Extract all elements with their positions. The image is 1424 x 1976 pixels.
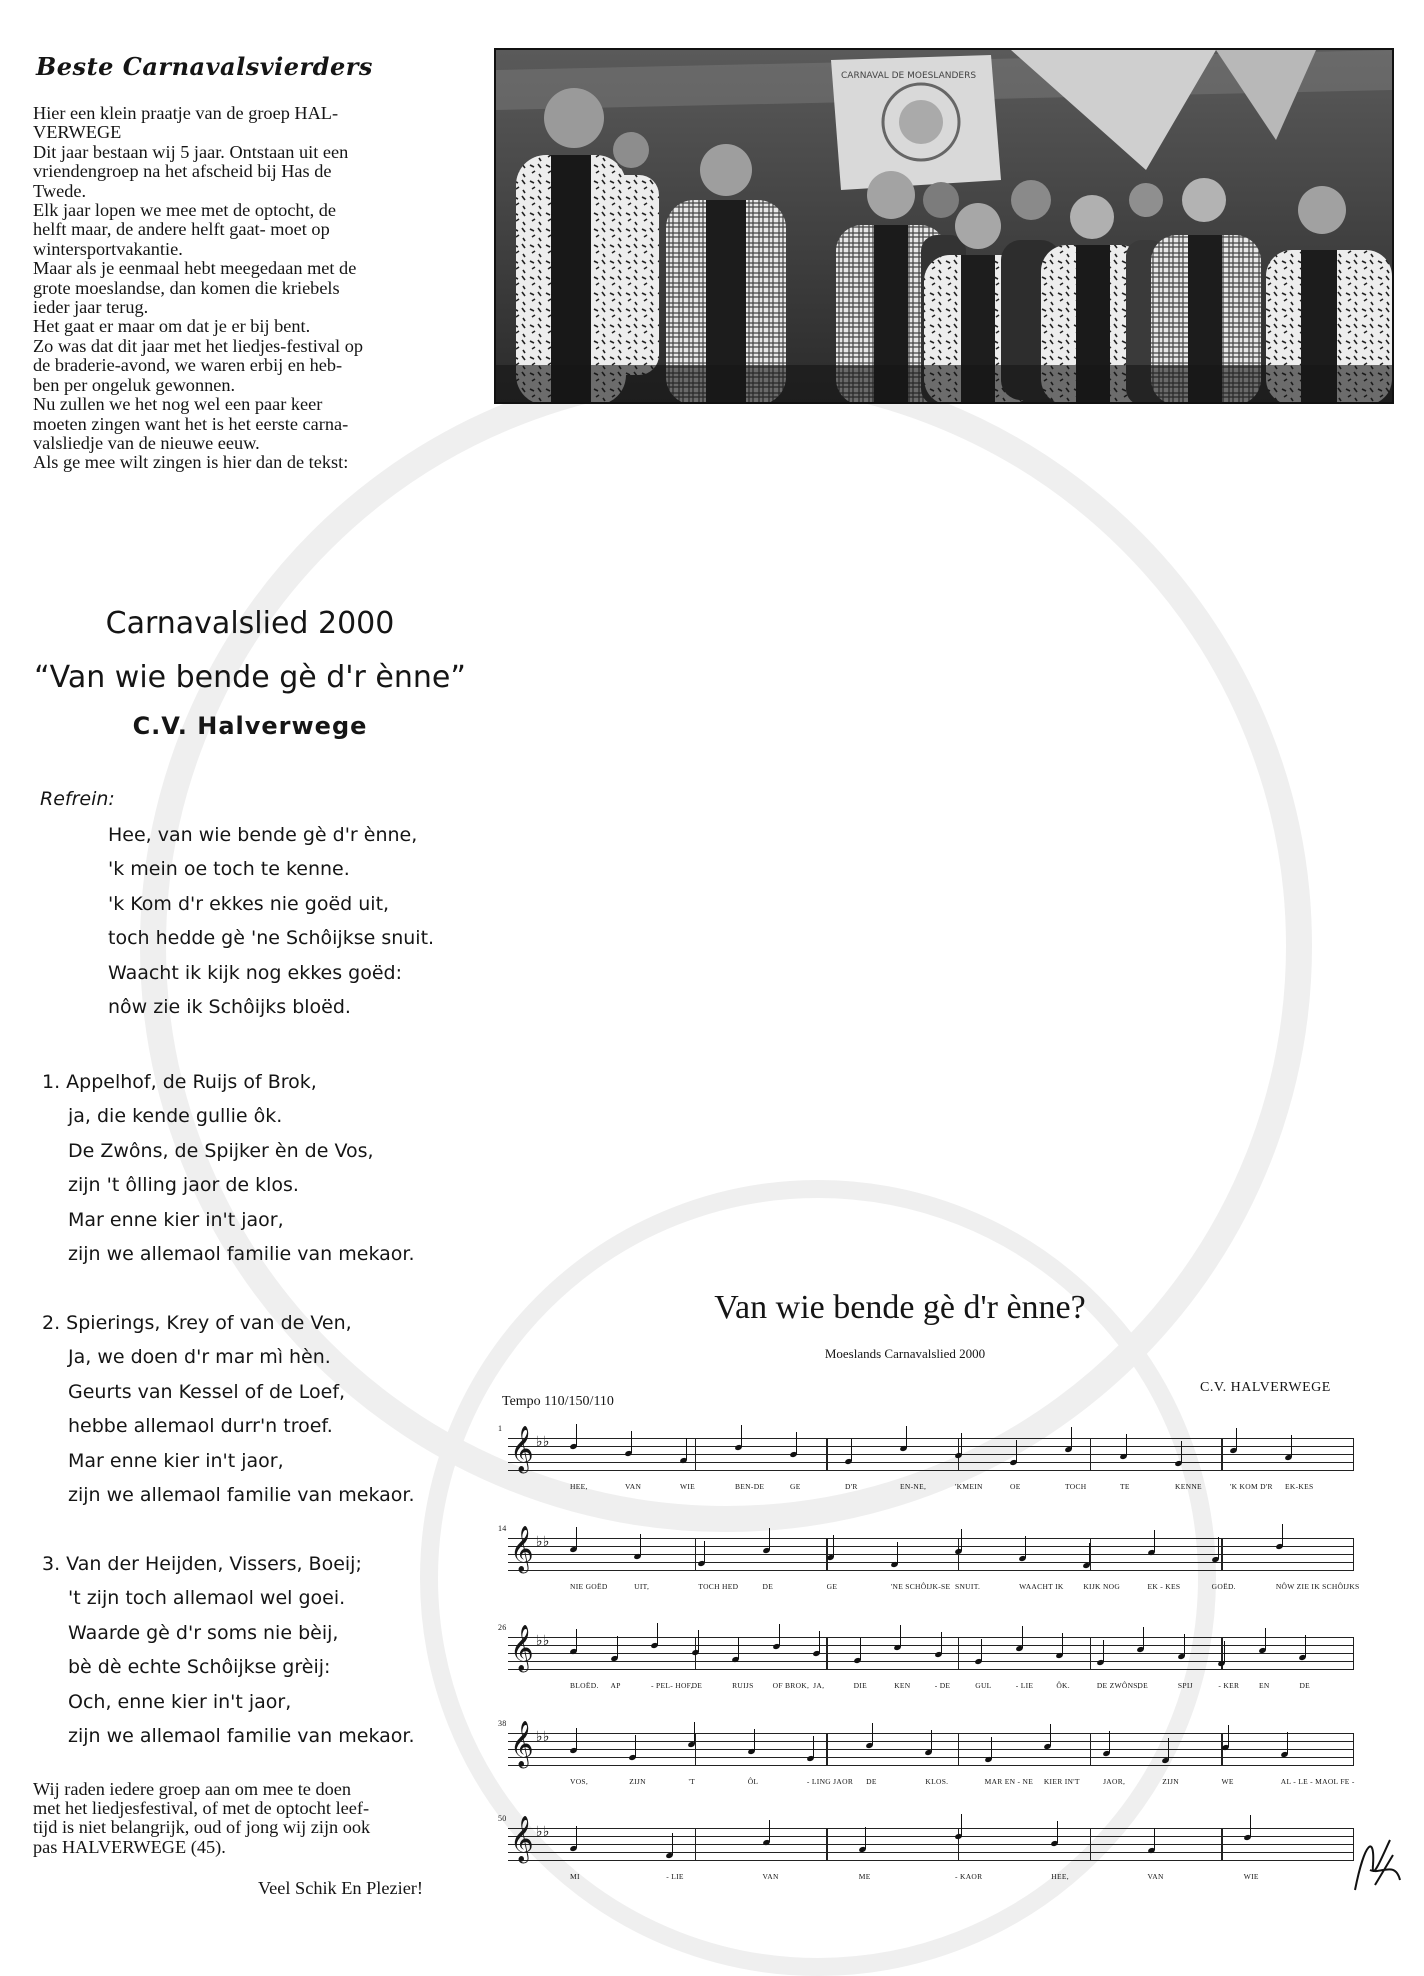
lyric-syllable: NIE GOËD — [570, 1582, 608, 1591]
song-group: C.V. Halverwege — [132, 712, 368, 740]
note-stem — [1103, 1640, 1104, 1662]
lyric-syllable: VAN — [625, 1482, 642, 1491]
treble-clef-icon: 𝄞 — [510, 1526, 534, 1572]
lyric-syllable: - KAOR — [955, 1872, 983, 1881]
note-stem — [1282, 1524, 1283, 1546]
verse-line: zijn we allemaol familie van mekaor. — [68, 1725, 415, 1748]
staff-line — [508, 1669, 1354, 1670]
bar-line — [1353, 1637, 1354, 1670]
bar-line — [1221, 1538, 1222, 1571]
verse-line: Ja, we doen d'r mar mì hèn. — [68, 1346, 331, 1369]
note-stem — [1184, 1634, 1185, 1656]
note-stem — [1016, 1440, 1017, 1462]
staff-line — [508, 1637, 1354, 1638]
lyric-syllable: EN — [1258, 1681, 1270, 1690]
intro-line: Als ge mee wilt zingen is hier dan de tekst: — [33, 452, 349, 473]
measure-number: 26 — [498, 1623, 507, 1632]
staff-line — [508, 1546, 1354, 1547]
note-stem — [1057, 1821, 1058, 1843]
lyric-syllable: WIE — [680, 1482, 696, 1491]
sheet-music-subtitle: Moeslands Carnavalslied 2000 — [824, 1346, 986, 1361]
lyric-syllable: DE — [1137, 1681, 1148, 1690]
treble-clef-icon: 𝄞 — [510, 1426, 534, 1472]
lyric-syllable: DE — [691, 1681, 703, 1690]
verse-line: Geurts van Kessel of de Loef, — [68, 1380, 346, 1403]
lyric-syllable: - LIE — [666, 1872, 684, 1881]
note-stem — [576, 1424, 577, 1446]
lyric-syllable: MI — [570, 1872, 580, 1881]
lyric-syllable: HEE, — [570, 1482, 588, 1491]
verse-line: Waarde gè d'r soms nie bèij, — [68, 1621, 339, 1644]
music-system — [498, 1719, 1355, 1793]
staff-line — [508, 1438, 1354, 1439]
note-stem — [1228, 1725, 1229, 1747]
refrain-line: 'k mein oe toch te kenne. — [108, 858, 350, 881]
note-stem — [906, 1426, 907, 1448]
staff-line — [508, 1454, 1354, 1455]
staff-line — [508, 1570, 1354, 1571]
lyric-syllable: OF BROK, — [772, 1681, 810, 1690]
key-signature-flat-icon: ♭♭ — [536, 1729, 550, 1745]
lyric-syllable: GE — [826, 1582, 838, 1591]
measure-number: 1 — [498, 1424, 503, 1433]
note-stem — [1154, 1828, 1155, 1850]
bar-line — [826, 1733, 827, 1766]
note-stem — [1071, 1427, 1072, 1449]
verse-1-lyrics — [42, 1065, 414, 1271]
note-stem — [1218, 1537, 1219, 1559]
note-stem — [1050, 1724, 1051, 1746]
song-title: Carnavalslied 2000 — [105, 606, 395, 641]
note-stem — [1250, 1815, 1251, 1837]
note-stem — [981, 1639, 982, 1661]
verse-line: 3. Van der Heijden, Vissers, Boeij; — [42, 1553, 362, 1575]
bar-line — [695, 1828, 696, 1861]
lyric-syllable: GUL — [975, 1681, 992, 1690]
bar-line — [1090, 1438, 1091, 1471]
lyric-syllable: KEN — [894, 1681, 911, 1690]
note-stem — [1109, 1731, 1110, 1753]
note-stem — [897, 1542, 898, 1564]
measure-number: 14 — [498, 1524, 507, 1533]
lyric-syllable: ÔL — [747, 1777, 759, 1786]
intro-line: Dit jaar bestaan wij 5 jaar. Ontstaan uit een — [33, 141, 349, 162]
lyric-syllable: - LIE — [1015, 1681, 1034, 1690]
note-stem — [617, 1636, 618, 1658]
treble-clef-icon: 𝄞 — [510, 1721, 534, 1767]
group-photo — [494, 48, 1394, 404]
staff-line — [508, 1765, 1354, 1766]
lyric-syllable: AP — [610, 1681, 621, 1690]
intro-line: valsliedje van de nieuwe eeuw. — [33, 432, 260, 453]
verse-line: De Zwôns, de Spijker èn de Vos, — [68, 1139, 374, 1162]
intro-paragraph — [33, 104, 465, 473]
verse-line: 1. Appelhof, de Ruijs of Brok, — [42, 1071, 317, 1093]
verse-line: zijn we allemaol familie van mekaor. — [68, 1484, 415, 1507]
lyric-syllable: AL - LE - MAOL FE - — [1280, 1777, 1355, 1786]
lyric-syllable: - KER — [1218, 1681, 1240, 1690]
lyric-syllable: DE — [1299, 1681, 1311, 1690]
bar-line — [826, 1637, 827, 1670]
note-stem — [813, 1736, 814, 1758]
note-stem — [865, 1827, 866, 1849]
staff-line — [508, 1538, 1354, 1539]
lyric-syllable: ZIJN — [1162, 1777, 1179, 1786]
lyric-syllable: UIT, — [634, 1582, 650, 1591]
bar-line — [1090, 1637, 1091, 1670]
verse-line: Mar enne kier in't jaor, — [68, 1449, 284, 1472]
note-stem — [991, 1737, 992, 1759]
refrain-line: Waacht ik kijk nog ekkes goëd: — [108, 961, 403, 984]
lyric-syllable: GE — [790, 1482, 801, 1491]
lyric-syllable: JA, — [813, 1681, 825, 1690]
intro-line: wintersportvakantie. — [33, 238, 183, 259]
lyric-syllable: DE — [762, 1582, 774, 1591]
lyric-syllable: DE — [866, 1777, 877, 1786]
lyric-syllable: EN-NE, — [900, 1482, 927, 1491]
lyric-syllable: D'R — [845, 1482, 858, 1491]
note-stem — [631, 1431, 632, 1453]
lyric-syllable: RUIJS — [732, 1681, 754, 1690]
refrain-line: Hee, van wie bende gè d'r ènne, — [108, 824, 418, 846]
lyric-syllable: JAOR, — [1103, 1777, 1126, 1786]
note-stem — [635, 1735, 636, 1757]
bar-line — [1353, 1438, 1354, 1471]
closing-line: tijd is niet belangrijk, oud of jong wij zijn ook — [33, 1817, 371, 1838]
staff-line — [508, 1462, 1354, 1463]
song-subtitle: “Van wie bende gè d'r ènne” — [34, 660, 466, 695]
music-system — [498, 1623, 1354, 1697]
lyric-syllable: - LING JAOR — [806, 1777, 854, 1786]
intro-line: Maar als je eenmaal hebt meegedaan met de — [33, 258, 357, 279]
staff-line — [508, 1828, 1354, 1829]
note-stem — [796, 1432, 797, 1454]
note-stem — [900, 1625, 901, 1647]
note-stem — [1168, 1738, 1169, 1760]
staff-line — [508, 1562, 1354, 1563]
note-stem — [704, 1541, 705, 1563]
music-system — [498, 1814, 1354, 1888]
composer-signature — [1345, 1830, 1405, 1900]
key-signature-flat-icon: ♭♭ — [536, 1434, 550, 1450]
note-stem — [851, 1439, 852, 1461]
note-stem — [1236, 1428, 1237, 1450]
refrain-label: Refrein: — [40, 788, 115, 810]
measure-number: 38 — [498, 1719, 507, 1728]
bar-line — [1353, 1538, 1354, 1571]
bar-line — [826, 1438, 827, 1471]
intro-line: grote moeslandse, dan komen die kriebels — [33, 277, 340, 298]
measure-number: 50 — [498, 1814, 507, 1823]
note-stem — [1062, 1633, 1063, 1655]
music-system — [498, 1424, 1354, 1498]
lyric-syllable: DE ZWÔNS, — [1096, 1681, 1140, 1690]
note-stem — [833, 1535, 834, 1557]
note-stem — [738, 1637, 739, 1659]
note-stem — [576, 1728, 577, 1750]
bar-line — [1221, 1438, 1222, 1471]
lyric-syllable: NÔW ZIE IK SCHÔIJKS — [1275, 1582, 1360, 1591]
note-stem — [640, 1534, 641, 1556]
lyric-syllable: MAR EN - NE — [984, 1777, 1034, 1786]
note-stem — [1291, 1435, 1292, 1457]
note-stem — [694, 1722, 695, 1744]
intro-line: ieder jaar terug. — [33, 297, 149, 318]
lyric-syllable: 'NE SCHÔIJK-SE — [890, 1582, 951, 1591]
closing-line: met het liedjesfestival, of met de optocht leef- — [33, 1798, 370, 1819]
lyric-syllable: SPIJ — [1177, 1681, 1193, 1690]
verse-2-lyrics — [42, 1306, 414, 1512]
photo-illustration — [496, 50, 1392, 402]
bar-line — [826, 1538, 827, 1571]
verse-line: zijn we allemaol familie van mekaor. — [68, 1243, 415, 1266]
bar-line — [1090, 1828, 1091, 1861]
sheet-music-tempo: Tempo 110/150/110 — [502, 1394, 614, 1409]
bar-line — [958, 1733, 959, 1766]
note-stem — [1287, 1732, 1288, 1754]
staff-line — [508, 1852, 1354, 1853]
lyric-syllable: ÔK. — [1056, 1681, 1070, 1690]
intro-line: Hier een klein praatje van de groep HAL- — [33, 103, 339, 123]
closing-paragraph — [33, 1780, 469, 1857]
lyric-syllable: TOCH — [1065, 1482, 1087, 1491]
intro-line: ben per ongeluk gewonnen. — [33, 374, 236, 395]
lyric-syllable: 'K KOM D'R — [1230, 1482, 1273, 1491]
intro-line: Twede. — [33, 180, 87, 201]
note-stem — [961, 1814, 962, 1836]
verse-line: Mar enne kier in't jaor, — [68, 1208, 284, 1231]
note-stem — [1143, 1627, 1144, 1649]
intro-line: Zo was dat dit jaar met het liedjes-festival op — [33, 335, 363, 356]
bar-line — [958, 1538, 959, 1571]
intro-line: VERWEGE — [33, 122, 122, 143]
lyric-syllable: VAN — [762, 1872, 779, 1881]
lyric-syllable: TE — [1120, 1482, 1130, 1491]
note-stem — [941, 1632, 942, 1654]
intro-line: Elk jaar lopen we mee met de optocht, de — [33, 200, 337, 221]
staff-line — [508, 1836, 1354, 1837]
lyric-syllable: OE — [1010, 1482, 1021, 1491]
note-stem — [769, 1528, 770, 1550]
bar-line — [1353, 1733, 1354, 1766]
key-signature-flat-icon: ♭♭ — [536, 1824, 550, 1840]
bar-line — [1090, 1733, 1091, 1766]
lyric-syllable: VOS, — [570, 1777, 589, 1786]
note-stem — [576, 1826, 577, 1848]
note-stem — [686, 1438, 687, 1460]
note-stem — [1224, 1641, 1225, 1663]
lyric-syllable: BEN-DE — [735, 1482, 765, 1491]
note-stem — [1154, 1530, 1155, 1552]
staff-line — [508, 1645, 1354, 1646]
key-signature-flat-icon: ♭♭ — [536, 1633, 550, 1649]
staff-line — [508, 1470, 1354, 1471]
closing-signoff: Veel Schik En Plezier! — [258, 1878, 423, 1898]
note-stem — [769, 1820, 770, 1842]
verse-line: 't zijn toch allemaol wel goei. — [68, 1587, 346, 1610]
note-stem — [1126, 1434, 1127, 1456]
key-signature-flat-icon: ♭♭ — [536, 1534, 550, 1550]
note-stem — [961, 1529, 962, 1551]
lyric-syllable: DIE — [853, 1681, 868, 1690]
refrain-lyrics — [108, 818, 434, 1024]
lyric-syllable: - DE — [934, 1681, 951, 1690]
bar-line — [958, 1637, 959, 1670]
note-stem — [672, 1833, 673, 1855]
staff-line — [508, 1446, 1354, 1447]
lyric-syllable: EK - KES — [1147, 1582, 1181, 1591]
note-stem — [1089, 1543, 1090, 1565]
note-stem — [819, 1631, 820, 1653]
lyric-syllable: ZIJN — [629, 1777, 646, 1786]
staff-line — [508, 1653, 1354, 1654]
note-stem — [931, 1730, 932, 1752]
note-stem — [872, 1723, 873, 1745]
sheet-music-composer: C.V. HALVERWEGE — [1200, 1380, 1331, 1395]
sheet-music-title: Van wie bende gè d'r ènne? — [714, 1289, 1086, 1326]
bar-line — [1221, 1828, 1222, 1861]
lyric-syllable: WIE — [1243, 1872, 1259, 1881]
staff-line — [508, 1661, 1354, 1662]
intro-line: Het gaat er maar om dat je er bij bent. — [33, 316, 311, 337]
lyric-syllable: KENNE — [1175, 1482, 1202, 1491]
lyric-syllable: KLOS. — [925, 1777, 949, 1786]
lyric-syllable: - PEL- HOF, — [651, 1681, 693, 1690]
intro-heading: Beste Carnavalsvierders — [36, 52, 373, 81]
note-stem — [1265, 1628, 1266, 1650]
lyric-syllable: 'KMEIN — [955, 1482, 983, 1491]
verse-3-lyrics — [42, 1547, 414, 1753]
closing-line: pas HALVERWEGE (45). — [33, 1836, 226, 1857]
lyric-syllable: BLOËD. — [570, 1681, 599, 1690]
treble-clef-icon: 𝄞 — [510, 1816, 534, 1862]
note-stem — [698, 1630, 699, 1652]
note-stem — [741, 1425, 742, 1447]
note-stem — [1022, 1626, 1023, 1648]
note-stem — [576, 1527, 577, 1549]
note-stem — [754, 1729, 755, 1751]
refrain-line: nôw zie ik Schôijks bloëd. — [108, 996, 351, 1019]
intro-line: vriendengroep na het afscheid bij Has de — [33, 161, 332, 182]
lyric-syllable: ME — [858, 1872, 871, 1881]
note-stem — [961, 1433, 962, 1455]
note-stem — [1025, 1536, 1026, 1558]
note-stem — [860, 1638, 861, 1660]
note-stem — [1305, 1635, 1306, 1657]
bar-line — [826, 1828, 827, 1861]
verse-line: 2. Spierings, Krey of van de Ven, — [42, 1312, 352, 1334]
intro-line: Nu zullen we het nog wel een paar keer — [33, 394, 323, 415]
lyric-syllable: WAACHT IK — [1019, 1582, 1064, 1591]
intro-line: helft maar, de andere helft gaat- moet op — [33, 219, 330, 240]
lyric-syllable: KIJK NOG — [1083, 1582, 1121, 1591]
note-stem — [657, 1623, 658, 1645]
intro-line: moeten zingen want het is het eerste carna- — [33, 413, 349, 434]
verse-line: Och, enne kier in't jaor, — [68, 1690, 292, 1713]
treble-clef-icon: 𝄞 — [510, 1625, 534, 1671]
refrain-line: toch hedde gè 'ne Schôijkse snuit. — [108, 927, 435, 950]
refrain-line: 'k Kom d'r ekkes nie goëd uit, — [108, 892, 390, 915]
verse-line: bè dè echte Schôijkse grèij: — [68, 1656, 331, 1679]
verse-line: zijn 't ôlling jaor de klos. — [68, 1174, 299, 1197]
lyric-syllable: GOËD. — [1211, 1582, 1236, 1591]
intro-line: de braderie-avond, we waren erbij en heb- — [33, 355, 343, 376]
lyric-syllable: EK-KES — [1285, 1482, 1314, 1491]
bar-line — [695, 1538, 696, 1571]
note-stem — [1181, 1441, 1182, 1463]
verse-line: hebbe allemaol durr'n troef. — [68, 1415, 333, 1438]
lyric-syllable: 'T — [688, 1777, 695, 1786]
lyric-syllable: SNUIT. — [955, 1582, 981, 1591]
music-system — [498, 1524, 1360, 1598]
lyric-syllable: KIER IN'T — [1043, 1777, 1080, 1786]
lyric-syllable: VAN — [1147, 1872, 1164, 1881]
banner-text: CARNAVAL DE MOESLANDERS — [841, 71, 977, 81]
closing-line: Wij raden iedere groep aan om mee te doen — [33, 1779, 352, 1799]
bar-line — [695, 1438, 696, 1471]
lyric-syllable: TOCH HED — [698, 1582, 739, 1591]
staff-line — [508, 1860, 1354, 1861]
lyric-syllable: WE — [1221, 1777, 1234, 1786]
staff-line — [508, 1844, 1354, 1845]
note-stem — [779, 1624, 780, 1646]
note-stem — [576, 1629, 577, 1651]
verse-line: ja, die kende gullie ôk. — [68, 1105, 283, 1128]
lyric-syllable: HEE, — [1051, 1872, 1069, 1881]
